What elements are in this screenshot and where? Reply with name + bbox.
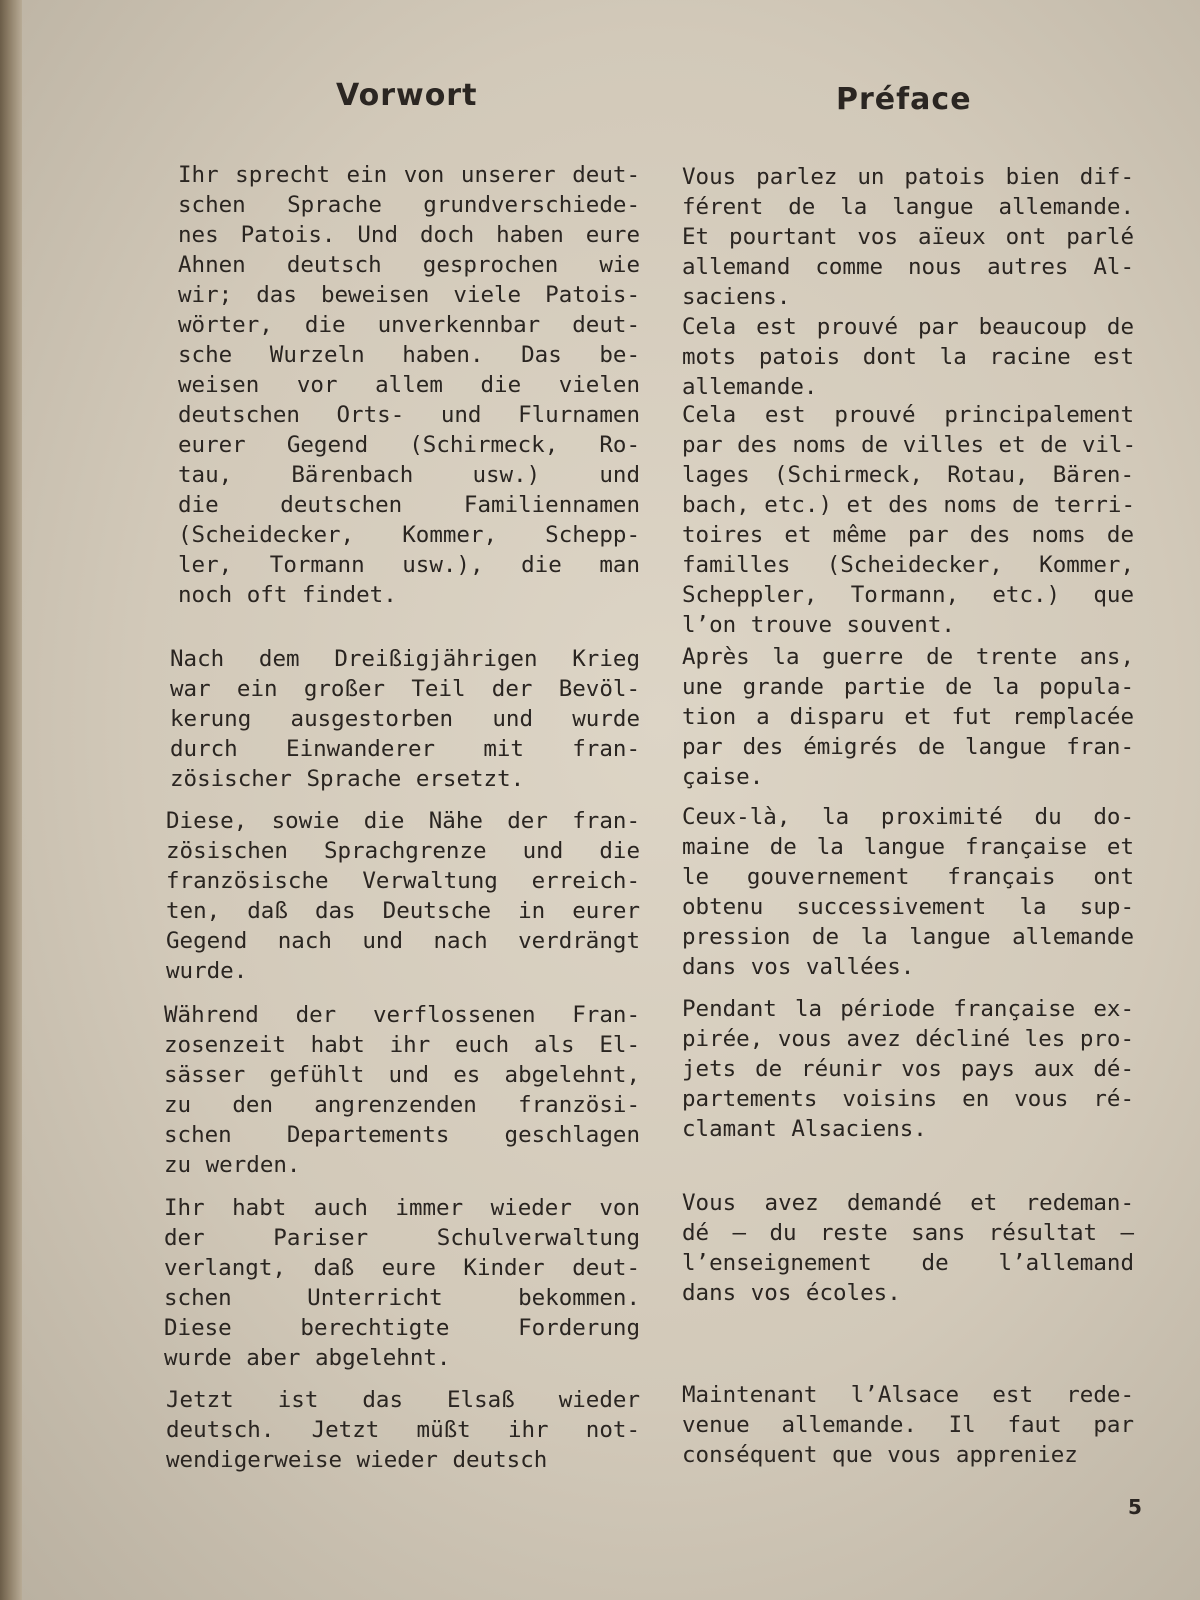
text-line: wörter, die unverkennbar deut- xyxy=(178,312,640,338)
german-paragraph-4 xyxy=(164,1000,640,1180)
text-line: une grande partie de la popula- xyxy=(682,674,1134,700)
text-line: eurer Gegend (Schirmeck, Ro- xyxy=(178,432,640,458)
german-paragraph-2 xyxy=(170,644,640,794)
text-line: par des émigrés de langue fran- xyxy=(682,734,1134,760)
text-line: obtenu successivement la sup- xyxy=(682,894,1134,920)
text-line: Gegend nach und nach verdrängt xyxy=(166,928,640,954)
text-line: partements voisins en vous ré- xyxy=(682,1086,1134,1112)
text-line: Ihr sprecht ein von unserer deut- xyxy=(178,162,640,188)
text-line: Jetzt ist das Elsaß wieder xyxy=(166,1387,640,1413)
text-line: wurde. xyxy=(166,958,248,984)
text-line: saciens. xyxy=(682,284,791,310)
german-paragraph-5 xyxy=(164,1193,640,1373)
text-line: Diese, sowie die Nähe der fran- xyxy=(166,808,640,834)
text-line: Nach dem Dreißigjährigen Krieg xyxy=(170,646,640,672)
book-spine xyxy=(0,0,22,1600)
text-line: wir; das beweisen viele Patois- xyxy=(178,282,640,308)
text-line: venue allemande. Il faut par xyxy=(682,1412,1134,1438)
german-paragraph-1 xyxy=(178,160,640,610)
text-line: nes Patois. Und doch haben eure xyxy=(178,222,640,248)
text-line: sässer gefühlt und es abgelehnt, xyxy=(164,1062,640,1088)
text-line: weisen vor allem die vielen xyxy=(178,372,640,398)
text-line: wurde aber abgelehnt. xyxy=(164,1345,451,1371)
text-line: dans vos écoles. xyxy=(682,1280,901,1306)
text-line: familles (Scheidecker, Kommer, xyxy=(682,552,1134,578)
text-line: mots patois dont la racine est xyxy=(682,344,1134,370)
text-line: Cela est prouvé par beaucoup de xyxy=(682,314,1134,340)
text-line: noch oft findet. xyxy=(178,582,397,608)
text-line: Ihr habt auch immer wieder von xyxy=(164,1195,640,1221)
text-line: kerung ausgestorben und wurde xyxy=(170,706,640,732)
text-line: zosenzeit habt ihr euch als El- xyxy=(164,1032,640,1058)
french-paragraph-1 xyxy=(682,162,1134,312)
text-line: tau, Bärenbach usw.) und xyxy=(178,462,640,488)
text-line: Vous parlez un patois bien dif- xyxy=(682,164,1134,190)
text-line: Ahnen deutsch gesprochen wie xyxy=(178,252,640,278)
text-line: französische Verwaltung erreich- xyxy=(166,868,640,894)
german-heading: Vorwort xyxy=(336,78,478,113)
text-line: der Pariser Schulverwaltung xyxy=(164,1225,640,1251)
german-paragraph-3 xyxy=(166,806,640,986)
text-line: lages (Schirmeck, Rotau, Bären- xyxy=(682,462,1134,488)
text-line: wendigerweise wieder deutsch xyxy=(166,1447,548,1473)
text-line: Cela est prouvé principalement xyxy=(682,402,1134,428)
french-heading: Préface xyxy=(836,82,972,117)
french-paragraph-7 xyxy=(682,1188,1134,1308)
german-paragraph-6 xyxy=(166,1385,640,1475)
text-line: Pendant la période française ex- xyxy=(682,996,1134,1022)
text-line: Vous avez demandé et redeman- xyxy=(682,1190,1134,1216)
french-paragraph-8 xyxy=(682,1380,1134,1470)
text-line: allemand comme nous autres Al- xyxy=(682,254,1134,280)
text-line: dé — du reste sans résultat — xyxy=(682,1220,1134,1246)
text-line: dans vos vallées. xyxy=(682,954,915,980)
text-line: deutsch. Jetzt müßt ihr not- xyxy=(166,1417,640,1443)
text-line: zösischer Sprache ersetzt. xyxy=(170,766,525,792)
text-line: conséquent que vous appreniez xyxy=(682,1442,1078,1468)
french-paragraph-4 xyxy=(682,642,1134,792)
text-line: férent de la langue allemande. xyxy=(682,194,1134,220)
text-line: durch Einwanderer mit fran- xyxy=(170,736,640,762)
text-line: schen Sprache grundverschiede- xyxy=(178,192,640,218)
text-line: war ein großer Teil der Bevöl- xyxy=(170,676,640,702)
text-line: deutschen Orts- und Flurnamen xyxy=(178,402,640,428)
text-line: Maintenant l’Alsace est rede- xyxy=(682,1382,1134,1408)
text-line: bach, etc.) et des noms de terri- xyxy=(682,492,1136,518)
text-line: allemande. xyxy=(682,374,818,400)
text-line: par des noms de villes et de vil- xyxy=(682,432,1137,458)
french-paragraph-2 xyxy=(682,312,1134,402)
french-paragraph-6 xyxy=(682,994,1134,1144)
text-line: Ceux-là, la proximité du do- xyxy=(682,804,1134,830)
text-line: pression de la langue allemande xyxy=(682,924,1134,950)
text-line: Diese berechtigte Forderung xyxy=(164,1315,640,1341)
text-line: Après la guerre de trente ans, xyxy=(682,644,1134,670)
text-line: toires et même par des noms de xyxy=(682,522,1134,548)
text-line: maine de la langue française et xyxy=(682,834,1134,860)
text-line: çaise. xyxy=(682,764,764,790)
text-line: pirée, vous avez décliné les pro- xyxy=(682,1026,1135,1052)
text-line: schen Departements geschlagen xyxy=(164,1122,640,1148)
text-line: verlangt, daß eure Kinder deut- xyxy=(164,1255,640,1281)
text-line: ten, daß das Deutsche in eurer xyxy=(166,898,640,924)
text-line: l’on trouve souvent. xyxy=(682,612,955,638)
page-number: 5 xyxy=(1128,1495,1142,1519)
text-line: die deutschen Familiennamen xyxy=(178,492,640,518)
french-paragraph-3 xyxy=(682,400,1137,640)
text-line: clamant Alsaciens. xyxy=(682,1116,927,1142)
text-line: Während der verflossenen Fran- xyxy=(164,1002,640,1028)
text-line: zösischen Sprachgrenze und die xyxy=(166,838,640,864)
text-line: tion a disparu et fut remplacée xyxy=(682,704,1134,730)
text-line: zu werden. xyxy=(164,1152,301,1178)
text-line: le gouvernement français ont xyxy=(682,864,1134,890)
french-paragraph-5 xyxy=(682,802,1134,982)
text-line: Et pourtant vos aïeux ont parlé xyxy=(682,224,1134,250)
text-line: zu den angrenzenden französi- xyxy=(164,1092,640,1118)
text-line: l’enseignement de l’allemand xyxy=(682,1250,1134,1276)
text-line: ler, Tormann usw.), die man xyxy=(178,552,640,578)
text-line: jets de réunir vos pays aux dé- xyxy=(682,1056,1134,1082)
text-line: Scheppler, Tormann, etc.) que xyxy=(682,582,1134,608)
text-line: sche Wurzeln haben. Das be- xyxy=(178,342,640,368)
text-line: schen Unterricht bekommen. xyxy=(164,1285,640,1311)
text-line: (Scheidecker, Kommer, Schepp- xyxy=(178,522,640,548)
